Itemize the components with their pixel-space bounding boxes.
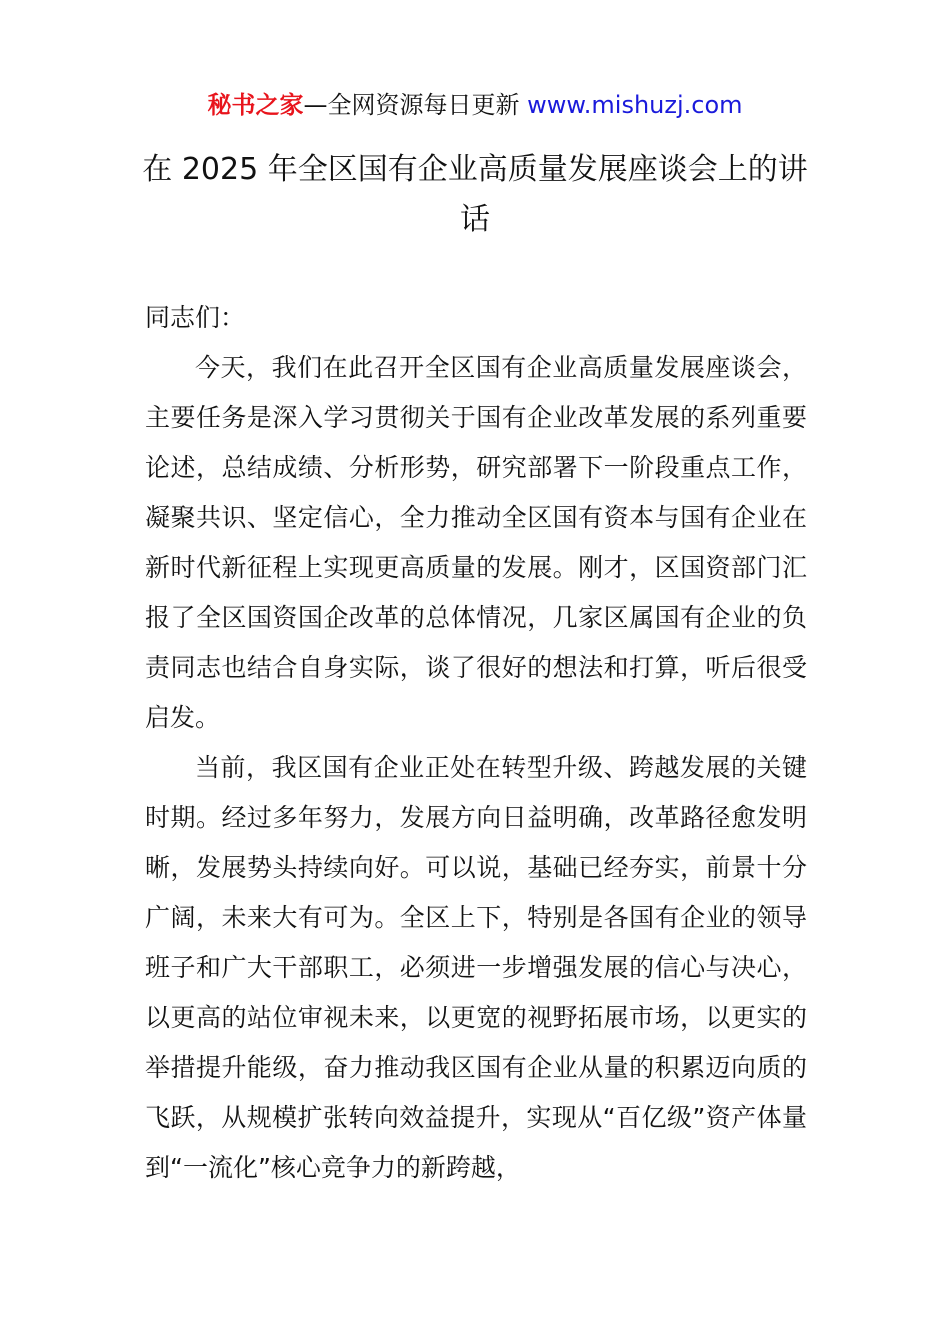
- paragraph-1: 今天，我们在此召开全区国有企业高质量发展座谈会，主要任务是深入学习贯彻关于国有企业改革发展的系列重要论述，总结成绩、分析形势，研究部署下一阶段重点工作，凝聚共识、坚定信心，全力推动全区国有资本与国有企业在新时代新征程上实现更高质量的发展。刚才，区国资部门汇报了全区国资国企改革的总体情况，几家区属国有企业的负责同志也结合自身实际，谈了很好的想法和打算，听后很受启发。: [145, 353, 807, 732]
- paragraph-2: 当前，我区国有企业正处在转型升级、跨越发展的关键时期。经过多年努力，发展方向日益明确，改革路径愈发明晰，发展势头持续向好。可以说，基础已经夯实，前景十分广阔，未来大有可为。全区上下，特别是各国有企业的领导班子和广大干部职工，必须进一步增强发展的信心与决心，以更高的站位审视未来，以更宽的视野拓展市场，以更实的举措提升能级，奋力推动我区国有企业从量的积累迈向质的飞跃，从规模扩张转向效益提升，实现从“百亿级”资产体量到“一流化”核心竞争力的新跨越，: [145, 753, 807, 1182]
- site-url-link[interactable]: www.mishuzj.com: [527, 91, 743, 119]
- site-header: [0, 88, 950, 122]
- salutation: 同志们：: [145, 303, 246, 332]
- document-title: 在 2025 年全区国有企业高质量发展座谈会上的讲话: [142, 152, 808, 237]
- brand-name: 秘书之家: [207, 91, 304, 119]
- header-tagline: —全网资源每日更新: [303, 91, 520, 119]
- document-body: [145, 293, 807, 1193]
